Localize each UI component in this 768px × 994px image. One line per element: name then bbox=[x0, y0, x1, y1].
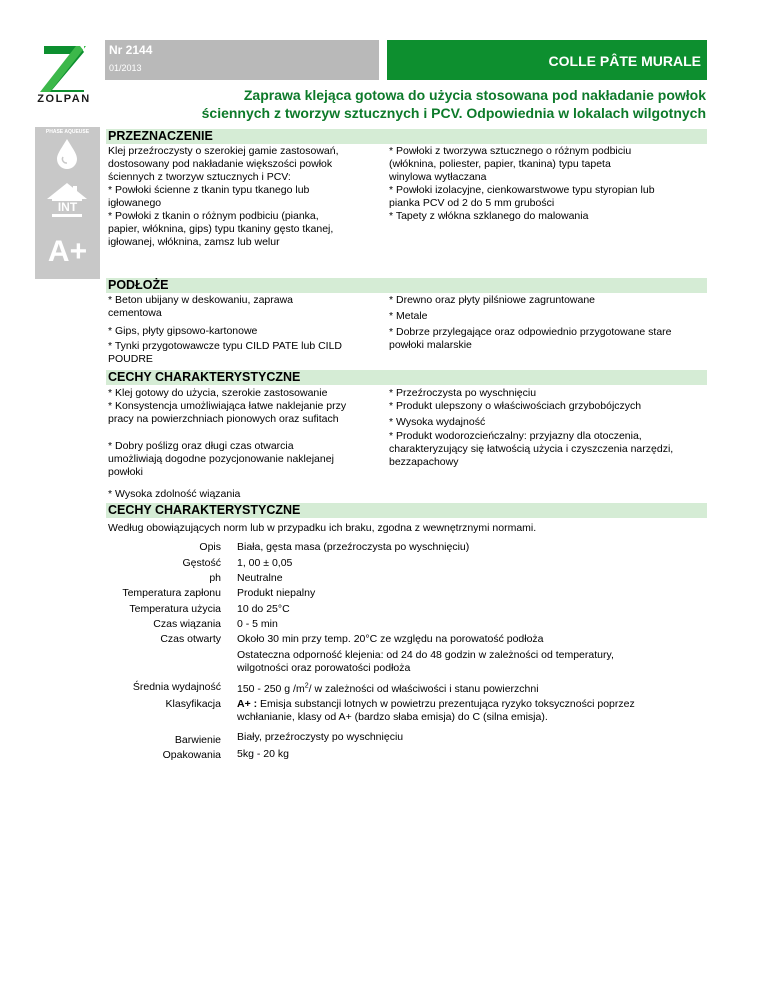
text-line: * Powłoki izolacyjne, cienkowarstwowe typu styropian lub bbox=[389, 184, 655, 196]
color-label: Barwienie bbox=[174, 734, 221, 746]
text-line: * Produkt ulepszony o właściwościach grzybobójczych bbox=[389, 400, 642, 412]
prop-label: Czas wiązania bbox=[153, 618, 221, 630]
text-line: * Gips, płyty gipsowo-kartonowe bbox=[108, 325, 258, 337]
prop-value: Biała, gęsta masa (przeźroczysta po wyschnięciu) bbox=[237, 541, 470, 553]
podloze-right-2 bbox=[389, 310, 707, 323]
text-line: bezzapachowy bbox=[389, 456, 459, 468]
water-based-badge bbox=[35, 127, 100, 177]
prop-value: Produkt niepalny bbox=[237, 587, 316, 599]
pack-value: 5kg - 20 kg bbox=[237, 748, 289, 760]
podloze-right-3 bbox=[389, 326, 707, 352]
prop-label: Czas otwarty bbox=[160, 633, 221, 645]
phase-label: PHASE AQUEUSE bbox=[45, 129, 90, 135]
cechy-left-2 bbox=[108, 440, 383, 479]
prop-label: Temperatura zapłonu bbox=[122, 587, 221, 599]
text-line: * Klej gotowy do użycia, szerokie zastosowanie bbox=[108, 387, 328, 399]
prop-value: 10 do 25°C bbox=[237, 603, 290, 615]
section-header-podloze bbox=[106, 278, 707, 293]
product-subtitle bbox=[106, 86, 706, 122]
text-line: powłoki malarskie bbox=[389, 339, 472, 351]
subtitle-line: ściennych z tworzyw sztucznych i PCV. Odpowiednia w lokalach wilgotnych bbox=[201, 105, 706, 121]
text-line: * Metale bbox=[389, 310, 428, 322]
przeznaczenie-right bbox=[389, 145, 707, 223]
text-line: igłowanego bbox=[108, 197, 162, 209]
norms-intro: Według obowiązujących norm lub w przypadku ich braku, zgodna z wewnętrznymi normami. bbox=[108, 522, 537, 534]
text-line: * Wysoka wydajność bbox=[389, 416, 486, 428]
prop-value: Neutralne bbox=[237, 572, 283, 584]
text-line: charakteryzujący się łatwością użycia i czyszczenia narzędzi, bbox=[389, 443, 674, 455]
section-title: PRZEZNACZENIE bbox=[108, 129, 213, 143]
class-label: Klasyfikacja bbox=[165, 698, 221, 710]
text-line: * Drewno oraz płyty pilśniowe zagruntowane bbox=[389, 294, 596, 306]
text-line: * Przeźroczysta po wyschnięciu bbox=[389, 387, 537, 399]
text-line: powłoki bbox=[108, 466, 144, 478]
text-line: POUDRE bbox=[108, 353, 153, 365]
text-line: Około 30 min przy temp. 20°C ze względu na porowatość podłoża bbox=[237, 633, 544, 645]
cechy-left-1 bbox=[108, 387, 383, 426]
text-line: * Powłoki ścienne z tkanin typu tkanego lub bbox=[108, 184, 310, 196]
text-line: papier, włóknina, gips) typu tkaniny gęsto tkanej, bbox=[108, 223, 334, 235]
class-bold: A+ : bbox=[237, 698, 258, 710]
text-line: dostosowany pod nakładanie większości powłok bbox=[108, 158, 333, 170]
section-header-przeznaczenie bbox=[106, 129, 707, 144]
text-line: igłowanej, włóknina, zamsz lub welur bbox=[108, 236, 280, 248]
text-line: (włóknina, poliester, papier, tkanina) typu tapeta bbox=[389, 158, 611, 170]
section-title: PODŁOŻE bbox=[108, 278, 169, 292]
text-line: * Dobry poślizg oraz długi czas otwarcia bbox=[108, 440, 294, 452]
brand-name: ZOLPAN bbox=[37, 93, 91, 105]
int-label: INT bbox=[57, 200, 78, 214]
text-line: Klej przeźroczysty o szerokiej gamie zastosowań, bbox=[108, 145, 339, 157]
pack-label: Opakowania bbox=[162, 749, 221, 761]
text-line: * Wysoka zdolność wiązania bbox=[108, 488, 241, 500]
yield-label: Średnia wydajność bbox=[132, 681, 221, 693]
prop-label: ph bbox=[209, 572, 221, 584]
section-title: CECHY CHARAKTERYSTYCZNE bbox=[108, 370, 301, 384]
text-line: * Tynki przygotowawcze typu CILD PATE lub CILD bbox=[108, 340, 343, 352]
prop-label: Gęstość bbox=[182, 557, 221, 569]
yield-value-a: 150 - 250 g /m bbox=[237, 683, 305, 695]
prop-label: Temperatura użycia bbox=[129, 603, 221, 615]
product-name: COLLE PÂTE MURALE bbox=[548, 53, 701, 69]
text-line: * Beton ubijany w deskowaniu, zaprawa bbox=[108, 294, 294, 306]
yield-value bbox=[237, 683, 707, 696]
cechy-right-3 bbox=[389, 430, 707, 469]
text-line: * Dobrze przylegające oraz odpowiednio przygotowane stare bbox=[389, 326, 672, 338]
text-line: * Powłoki z tworzywa sztucznego o różnym podbiciu bbox=[389, 145, 632, 157]
class-text: wchłanianie, klasy od A+ (bardzo słaba emisja) do C (silna emisja). bbox=[237, 711, 548, 723]
subtitle-line: Zaprawa klejąca gotowa do użycia stosowana pod nakładanie powłok bbox=[243, 87, 706, 103]
podloze-right-1 bbox=[389, 294, 707, 307]
text-line: umożliwiają dogodne pozycjonowanie naklejanej bbox=[108, 453, 334, 465]
yield-sup: 2 bbox=[304, 682, 309, 690]
cechy-left-3 bbox=[108, 488, 383, 501]
text-line: cementowa bbox=[108, 307, 162, 319]
emission-label: A+ bbox=[47, 235, 88, 268]
prop-value bbox=[237, 633, 707, 675]
class-text: Emisja substancji lotnych w powietrzu prezentująca ryzyko toksyczności poprzez bbox=[257, 698, 635, 710]
prop-value: 0 - 5 min bbox=[237, 618, 278, 630]
text-line: Ostateczna odporność klejenia: od 24 do 48 godzin w zależności od temperatury, bbox=[237, 649, 614, 661]
text-line: * Produkt wodorozcieńczalny: przyjazny dla otoczenia, bbox=[389, 430, 642, 442]
emission-class-badge bbox=[35, 229, 100, 279]
doc-number: Nr 2144 bbox=[109, 43, 153, 57]
prop-value: 1, 00 ± 0,05 bbox=[237, 557, 293, 569]
class-value bbox=[237, 698, 707, 724]
color-value: Biały, przeźroczysty po wyschnięciu bbox=[237, 731, 404, 743]
doc-date: 01/2013 bbox=[109, 63, 142, 73]
podloze-left-1 bbox=[108, 294, 383, 320]
section-header-cechy bbox=[106, 370, 707, 385]
text-line: ściennych z tworzyw sztucznych i PCV: bbox=[108, 171, 291, 183]
przeznaczenie-left bbox=[108, 145, 383, 249]
text-line: * Tapety z włókna szklanego do malowania bbox=[389, 210, 589, 222]
text-line: pianka PCV od 2 do 5 mm grubości bbox=[389, 197, 555, 209]
text-line: wilgotności oraz porowatości podłoża bbox=[237, 662, 411, 674]
yield-value-b: / w zależności od właściwości i stanu powierzchni bbox=[308, 683, 539, 695]
product-name-bar bbox=[387, 40, 707, 80]
cechy-right-1 bbox=[389, 387, 707, 413]
section-title: CECHY CHARAKTERYSTYCZNE bbox=[108, 503, 301, 517]
interior-badge bbox=[35, 177, 100, 229]
feature-icons-panel bbox=[35, 127, 100, 279]
text-line: pracy na powierzchniach pionowych oraz sufitach bbox=[108, 413, 339, 425]
text-line: * Konsystencja umożliwiająca łatwe naklejanie przy bbox=[108, 400, 347, 412]
text-line: * Powłoki z tkanin o różnym podbiciu (pianka, bbox=[108, 210, 319, 222]
podloze-left-2 bbox=[108, 325, 383, 338]
section-header-cechy-tech bbox=[106, 503, 707, 518]
prop-label: Opis bbox=[199, 541, 221, 553]
cechy-right-2 bbox=[389, 416, 707, 429]
podloze-left-3 bbox=[108, 340, 383, 366]
text-line: winylowa wytłaczana bbox=[389, 171, 487, 183]
